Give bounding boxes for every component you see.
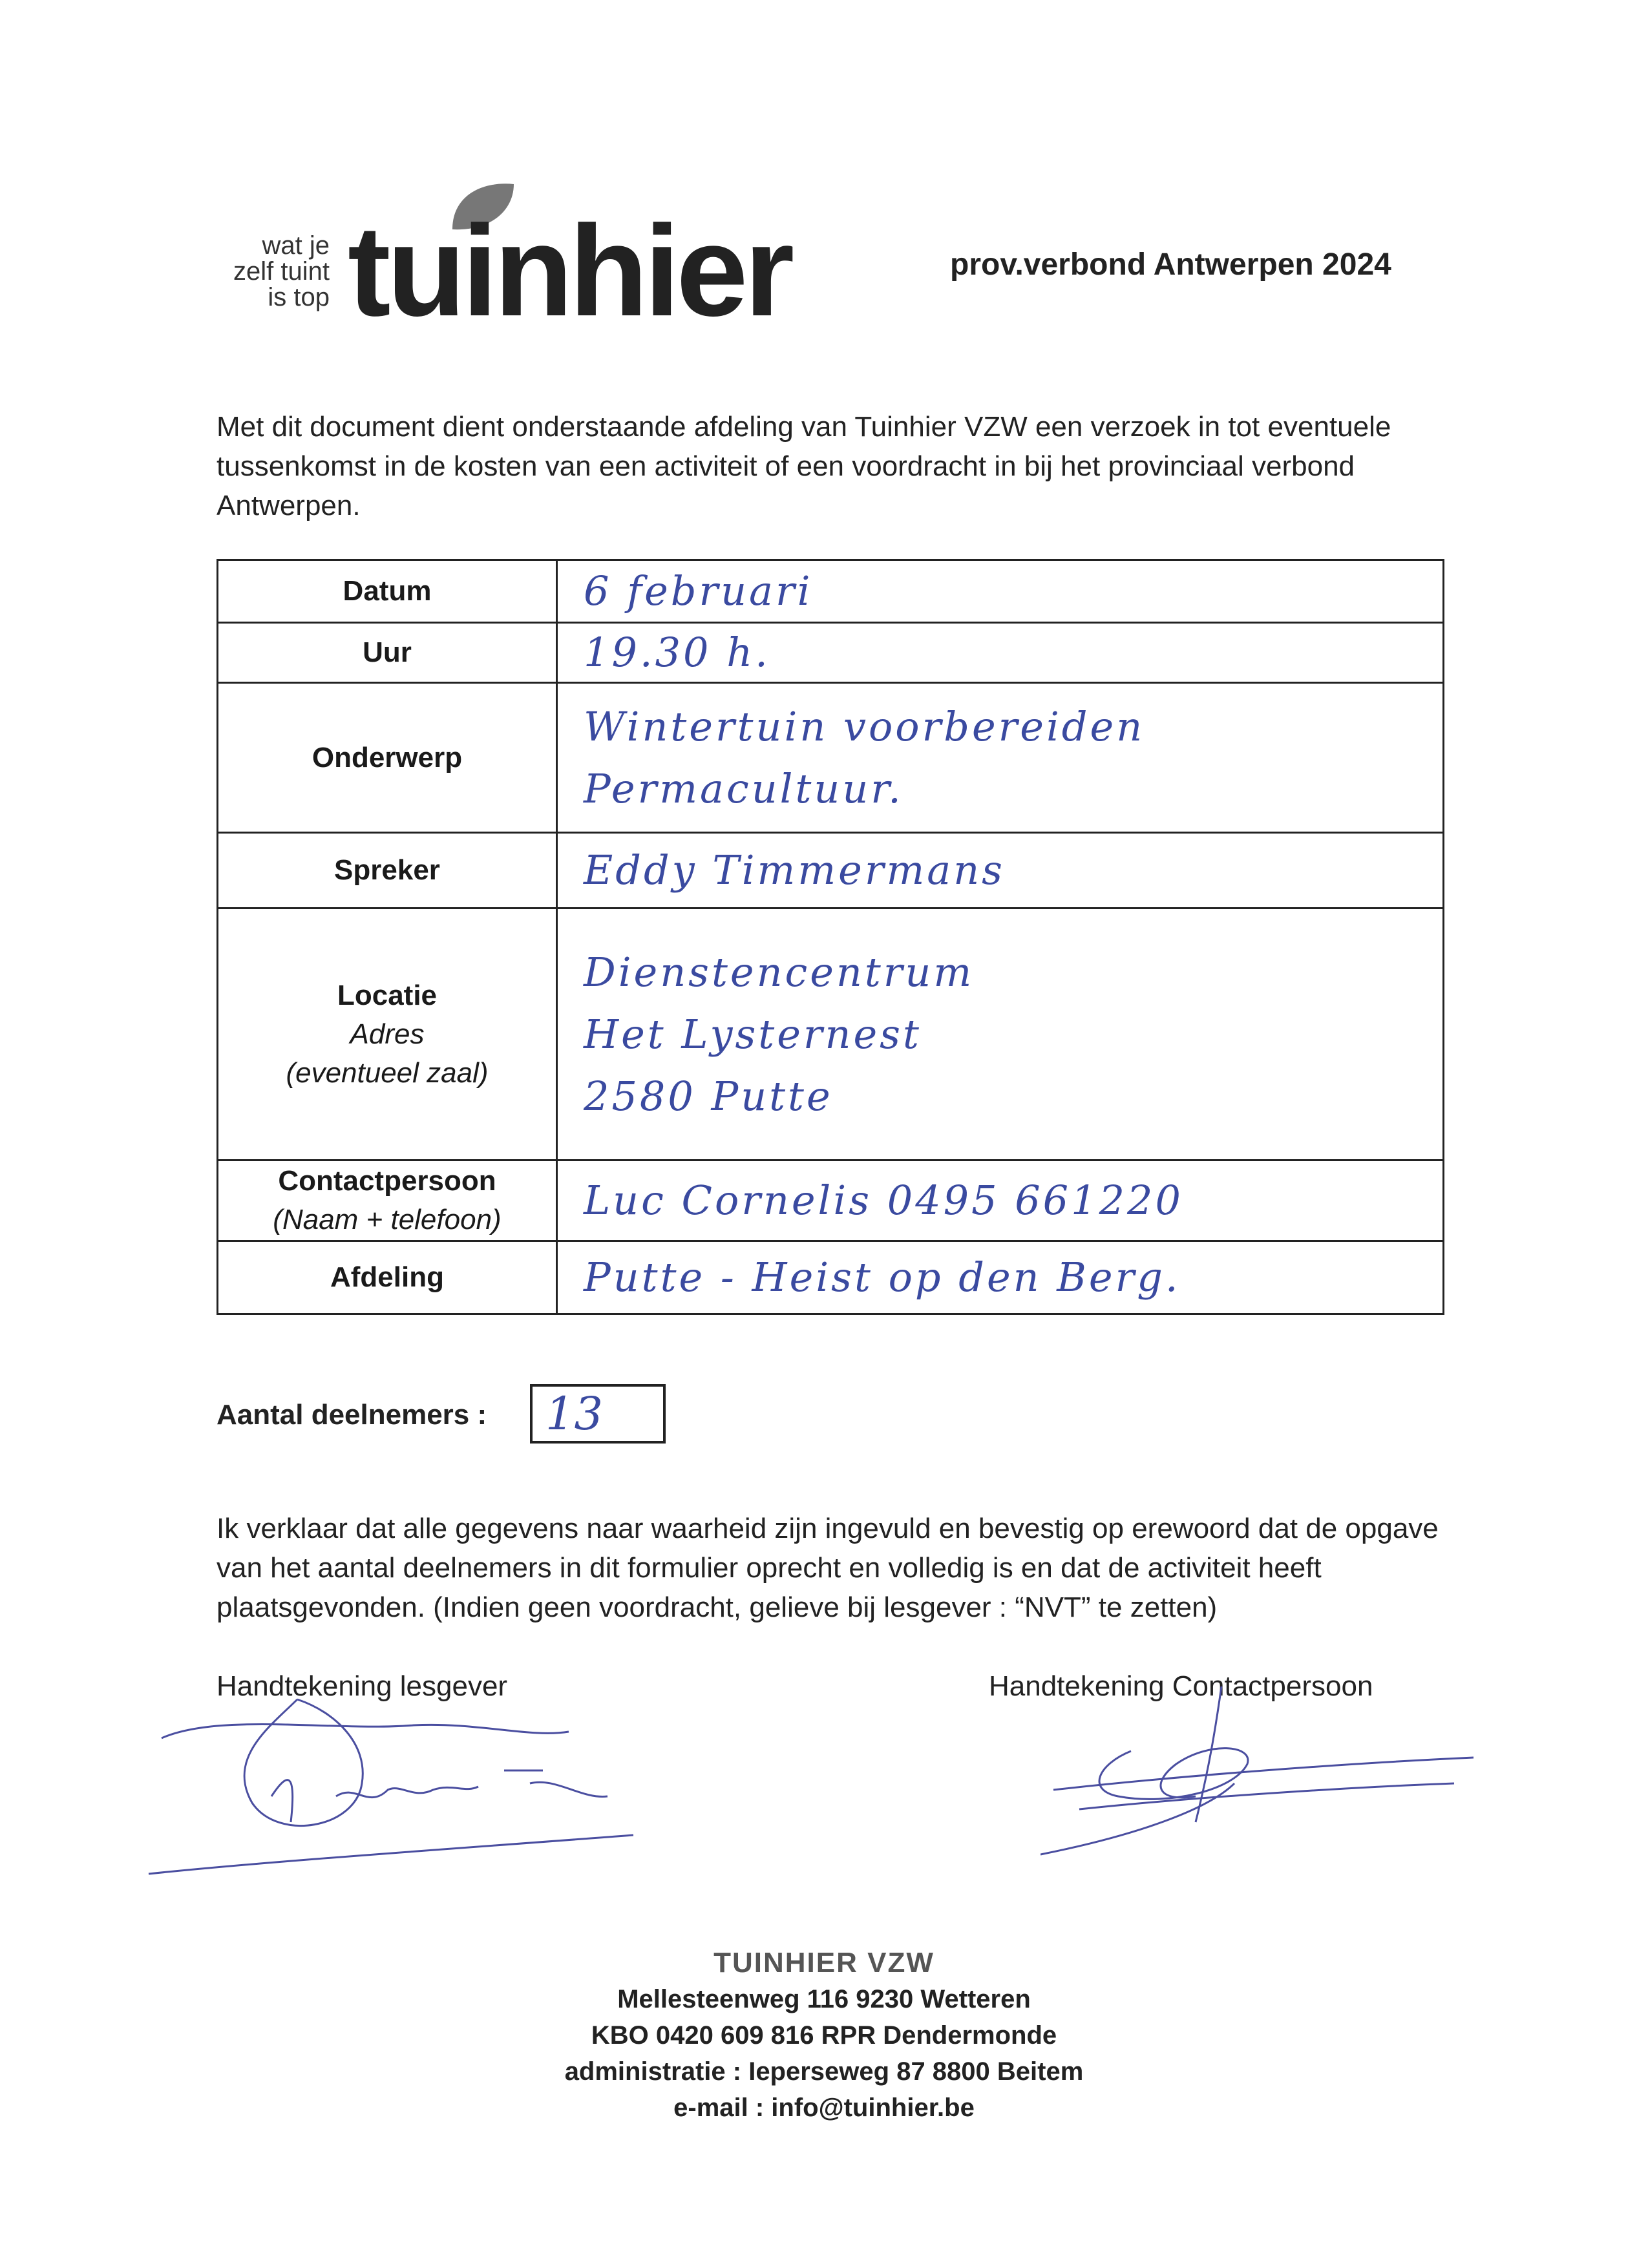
logo-wordmark: tuinhier	[348, 199, 791, 343]
contact-label-cell	[218, 1161, 558, 1240]
locatie-line-2: Het Lysternest	[584, 1010, 922, 1058]
participants-field[interactable]	[530, 1384, 666, 1444]
row-onderwerp	[218, 684, 1442, 834]
signature-lesgever	[142, 1686, 685, 1880]
row-spreker	[218, 834, 1442, 909]
tagline-line-1: wat je	[262, 231, 330, 260]
locatie-value[interactable]	[558, 909, 1442, 1159]
onderwerp-label-cell	[218, 684, 558, 832]
footer-address: Mellesteenweg 116 9230 Wetteren	[617, 1985, 1031, 2013]
signature-contactpersoon	[1041, 1680, 1480, 1861]
uur-value-cell	[558, 624, 1442, 682]
locatie-line-1: Dienstencentrum	[584, 948, 975, 996]
contact-value[interactable]: Luc Cornelis 0495 661220	[584, 1177, 1183, 1224]
uur-label-cell	[218, 624, 558, 682]
afdeling-label-cell	[218, 1242, 558, 1313]
datum-label-cell	[218, 561, 558, 622]
row-locatie	[218, 909, 1442, 1161]
footer-kbo: KBO 0420 609 816 RPR Dendermonde	[591, 2021, 1057, 2050]
footer-org: TUINHIER VZW	[713, 1947, 935, 1979]
tuinhier-logo	[233, 181, 791, 343]
participants-value: 13	[545, 1387, 604, 1440]
locatie-line-3: 2580 Putte	[584, 1072, 833, 1120]
participants-label: Aantal deelnemers :	[217, 1399, 487, 1431]
declaration-paragraph: Ik verklaar dat alle gegevens naar waarheid zijn ingevuld en bevestig op erewoord dat de opgave van het aantal deelnemers in dit formulier oprecht en volledig is en dat de activiteit heeft plaatsgevonden. (Indien geen voordracht, gelieve bij lesgever : “NVT” te zetten)	[217, 1513, 1439, 1623]
intro-paragraph: Met dit document dient onderstaande afdeling van Tuinhier VZW een verzoek in tot eventuele tussenkomst in de kosten van een activiteit of een voordracht in bij het provinciaal verbond Antwerpen.	[217, 411, 1391, 521]
uur-label: Uur	[363, 636, 412, 668]
row-afdeling	[218, 1242, 1442, 1313]
contact-value-cell	[558, 1161, 1442, 1240]
tagline-line-3: is top	[268, 283, 330, 311]
page-title: prov.verbond Antwerpen 2024	[950, 247, 1391, 282]
afdeling-value[interactable]: Putte - Heist op den Berg.	[584, 1254, 1181, 1301]
logo-tagline	[233, 233, 330, 310]
contact-label: Contactpersoon	[278, 1165, 496, 1197]
afdeling-value-cell	[558, 1242, 1442, 1313]
footer-admin: administratie : Ieperseweg 87 8800 Beitem	[564, 2057, 1084, 2086]
request-form-table	[217, 559, 1444, 1315]
spreker-label: Spreker	[334, 854, 440, 886]
datum-label: Datum	[343, 575, 432, 607]
row-datum	[218, 561, 1442, 624]
row-uur	[218, 624, 1442, 684]
tagline-line-2: zelf tuint	[233, 257, 330, 286]
signature-label-contact: Handtekening Contactpersoon	[989, 1670, 1373, 1702]
afdeling-label: Afdeling	[330, 1261, 444, 1293]
locatie-sub-zaal: (eventueel zaal)	[286, 1056, 489, 1089]
signature-label-lesgever: Handtekening lesgever	[217, 1670, 508, 1702]
locatie-label-cell	[218, 909, 558, 1159]
footer-email[interactable]: e-mail : info@tuinhier.be	[673, 2094, 975, 2122]
onderwerp-label: Onderwerp	[312, 741, 463, 773]
spreker-label-cell	[218, 834, 558, 907]
spreker-value[interactable]: Eddy Timmermans	[584, 846, 1005, 894]
contact-sub: (Naam + telefoon)	[273, 1204, 502, 1235]
footer	[0, 1945, 1648, 2126]
spreker-value-cell	[558, 834, 1442, 907]
onderwerp-line-1: Wintertuin voorbereiden	[584, 702, 1145, 750]
locatie-sub-adres: Adres	[350, 1018, 425, 1050]
locatie-label: Locatie	[337, 979, 438, 1011]
uur-value[interactable]: 19.30 h.	[584, 629, 770, 676]
row-contactpersoon	[218, 1161, 1442, 1242]
datum-value[interactable]: 6 februari	[584, 567, 813, 614]
onderwerp-value[interactable]	[558, 684, 1442, 832]
datum-value-cell	[558, 561, 1442, 622]
onderwerp-line-2: Permacultuur.	[584, 764, 903, 812]
